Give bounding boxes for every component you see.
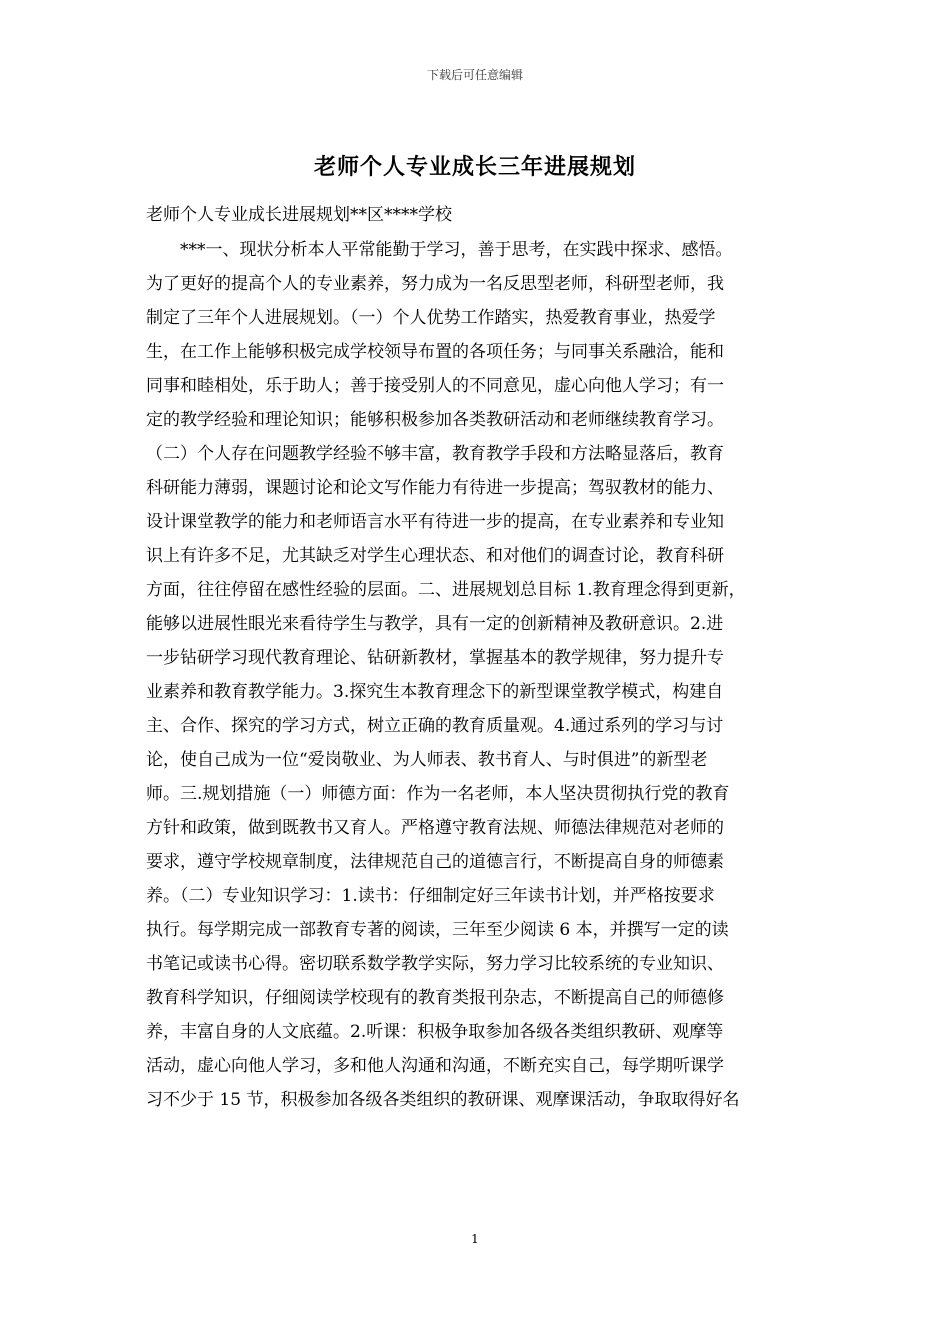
page-header: 下载后可任意编辑 <box>426 68 523 82</box>
body-line: 识上有许多不足，尤其缺乏对学生心理状态、和对他们的调查讨论，教育科研 <box>146 546 724 566</box>
body-line: 教育科学知识，仔细阅读学校现有的教育类报刊杂志，不断提高自己的师德修 <box>146 988 724 1008</box>
body-line: 方针和政策，做到既教书又育人。严格遵守教育法规、师德法律规范对老师的 <box>146 818 724 838</box>
body-line: 习不少于 15 节，积极参加各级各类组织的教研课、观摩课活动，争取取得好名 <box>146 1090 740 1110</box>
body-line: 方面，往往停留在感性经验的层面。二、进展规划总目标 1.教育理念得到更新， <box>146 580 746 600</box>
body-line: ***一、现状分析本人平常能勤于学习，善于思考，在实践中探求、感悟。 <box>180 240 733 260</box>
body-line: 养。（二）专业知识学习：1.读书：仔细制定好三年读书计划，并严格按要求 <box>146 886 715 906</box>
body-line: 科研能力薄弱，课题讨论和论文写作能力有待进一步提高；驾驭教材的能力、 <box>146 478 724 498</box>
document-subtitle: 老师个人专业成长进展规划**区****学校 <box>146 205 452 225</box>
body-line: 定的教学经验和理论知识；能够积极参加各类教研活动和老师继续教育学习。 <box>146 410 724 430</box>
body-line: 主、合作、探究的学习方式，树立正确的教育质量观。4.通过系列的学习与讨 <box>146 716 724 736</box>
body-line: 业素养和教育教学能力。3.探究生本教育理念下的新型课堂教学模式，构建自 <box>146 682 724 702</box>
body-line: 制定了三年个人进展规划。（一）个人优势工作踏实，热爱教育事业，热爱学 <box>146 308 716 328</box>
body-line: 要求，遵守学校规章制度，法律规范自己的道德言行，不断提高自身的师德素 <box>146 852 724 872</box>
document-title: 老师个人专业成长三年进展规划 <box>313 154 636 180</box>
body-line: 为了更好的提高个人的专业素养，努力成为一名反思型老师，科研型老师，我 <box>146 274 724 294</box>
body-line: 书笔记或读书心得。密切联系数学教学实际，努力学习比较系统的专业知识、 <box>146 954 724 974</box>
body-line: 执行。每学期完成一部教育专著的阅读，三年至少阅读 6 本，并撰写一定的读 <box>146 920 729 940</box>
body-line: 养，丰富自身的人文底蕴。2.听课：积极争取参加各级各类组织教研、观摩等 <box>146 1022 724 1042</box>
body-line: 活动，虚心向他人学习，多和他人沟通和沟通，不断充实自己，每学期听课学 <box>146 1056 724 1076</box>
body-line: 师。三.规划措施（一）师德方面：作为一名老师，本人坚决贯彻执行党的教育 <box>146 784 730 804</box>
body-line: 能够以进展性眼光来看待学生与教学，具有一定的创新精神及教研意识。2.进 <box>146 614 724 634</box>
body-line: 同事和睦相处，乐于助人；善于接受别人的不同意见，虚心向他人学习；有一 <box>146 376 724 396</box>
page-number: 1 <box>471 1232 479 1246</box>
body-line: （二）个人存在问题教学经验不够丰富，教育教学手段和方法略显落后，教育 <box>146 444 724 464</box>
body-line: 论，使自己成为一位“爱岗敬业、为人师表、教书育人、与时俱进”的新型老 <box>146 750 708 770</box>
body-line: 生，在工作上能够积极完成学校领导布置的各项任务；与同事关系融洽，能和 <box>146 342 724 362</box>
body-line: 一步钻研学习现代教育理论、钻研新教材，掌握基本的教学规律，努力提升专 <box>146 648 724 668</box>
body-line: 设计课堂教学的能力和老师语言水平有待进一步的提高，在专业素养和专业知 <box>146 512 724 532</box>
document-body <box>146 233 810 1117</box>
